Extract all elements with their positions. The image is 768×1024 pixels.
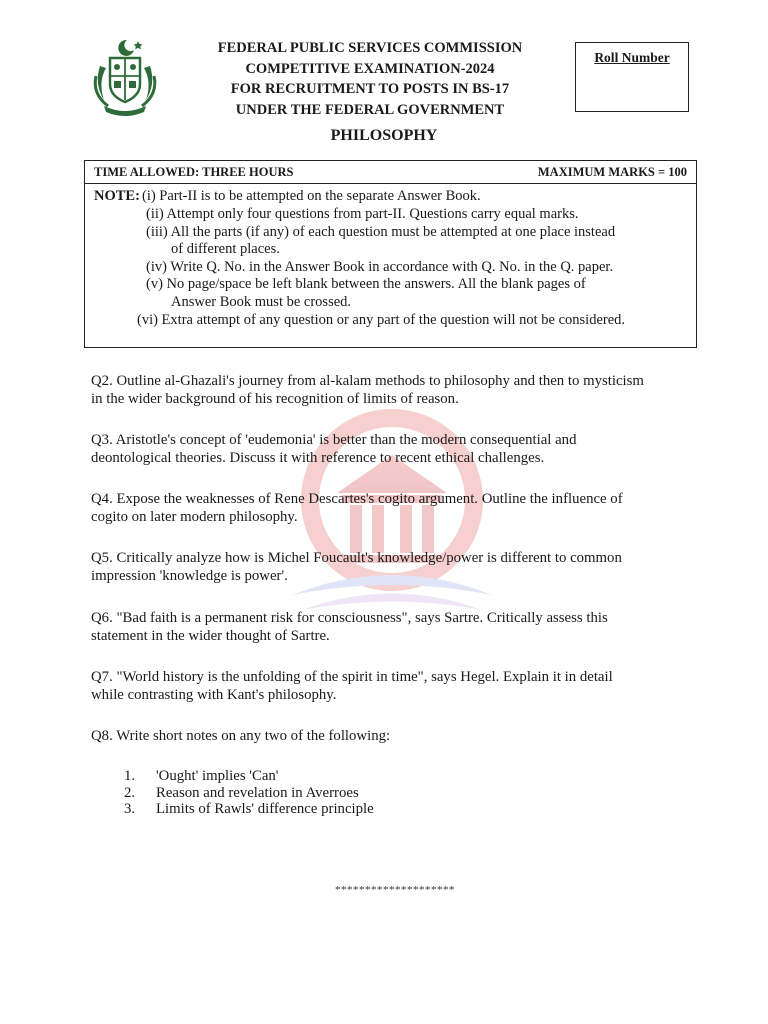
subject-title: PHILOSOPHY bbox=[330, 127, 438, 144]
note-line: (iv) Write Q. No. in the Answer Book in accordance with Q. No. in the Q. paper. bbox=[146, 259, 614, 275]
list-item bbox=[124, 785, 374, 802]
question-line: deontological theories. Discuss it with reference to recent ethical challenges. bbox=[91, 450, 545, 466]
list-item bbox=[124, 768, 374, 785]
question-item bbox=[91, 727, 711, 745]
note-line: (iii) All the parts (if any) of each question must be attempted at one place instead bbox=[146, 224, 616, 240]
question-line: cogito on later modern philosophy. bbox=[91, 509, 298, 525]
instructions-table bbox=[84, 160, 697, 348]
question-item bbox=[91, 490, 711, 526]
note-line: (ii) Attempt only four questions from part-II. Questions carry equal marks. bbox=[146, 206, 579, 222]
list-item-number: 3. bbox=[124, 801, 136, 817]
header-line: UNDER THE FEDERAL GOVERNMENT bbox=[235, 101, 505, 118]
list-item-text: Reason and revelation in Averroes bbox=[156, 784, 359, 801]
question-item bbox=[91, 549, 711, 585]
question-line: Q6. "Bad faith is a permanent risk for consciousness", says Sartre. Critically assess this bbox=[91, 610, 608, 626]
question-line: Q8. Write short notes on any two of the following: bbox=[91, 728, 391, 744]
list-item-text: 'Ought' implies 'Can' bbox=[156, 768, 279, 784]
question-line: Q4. Expose the weaknesses of Rene Descartes's cogito argument. Outline the influence of bbox=[91, 491, 623, 507]
question-line: in the wider background of his recognition of limits of reason. bbox=[91, 391, 459, 407]
q8-list bbox=[124, 768, 374, 818]
header-line: COMPETITIVE EXAMINATION-2024 bbox=[245, 60, 495, 77]
roll-number-label: Roll Number bbox=[594, 50, 670, 65]
question-line: while contrasting with Kant's philosophy. bbox=[91, 687, 337, 703]
exam-header bbox=[180, 38, 560, 120]
end-of-paper-stars: ******************** bbox=[335, 884, 455, 896]
question-line: Q5. Critically analyze how is Michel Foucault's knowledge/power is different to common bbox=[91, 550, 622, 566]
question-item bbox=[91, 372, 711, 408]
question-item bbox=[91, 431, 711, 467]
question-line: Q3. Aristotle's concept of 'eudemonia' is better than the modern consequential and bbox=[91, 432, 577, 448]
list-item-number: 2. bbox=[124, 784, 136, 801]
note-line: (i) Part-II is to be attempted on the separate Answer Book. bbox=[142, 188, 481, 204]
time-marks-row bbox=[85, 161, 696, 184]
header-line: FEDERAL PUBLIC SERVICES COMMISSION bbox=[217, 40, 523, 56]
note-label: NOTE: bbox=[94, 188, 140, 204]
state-emblem-icon bbox=[88, 36, 162, 118]
question-line: Q2. Outline al-Ghazali's journey from al-kalam methods to philosophy and then to mysticism bbox=[91, 373, 644, 389]
question-line: Q7. "World history is the unfolding of the spirit in time", says Hegel. Explain it in detail bbox=[91, 669, 613, 685]
question-item bbox=[91, 609, 711, 645]
question-line: statement in the wider thought of Sartre. bbox=[91, 628, 330, 644]
maximum-marks: MAXIMUM MARKS = 100 bbox=[537, 164, 687, 179]
note-line: of different places. bbox=[171, 241, 280, 257]
list-item-number: 1. bbox=[124, 768, 136, 784]
note-line: (v) No page/space be left blank between the answers. All the blank pages of bbox=[146, 276, 586, 292]
list-item bbox=[124, 801, 374, 818]
note-line: (vi) Extra attempt of any question or any part of the question will not be considered. bbox=[137, 312, 626, 328]
note-line: Answer Book must be crossed. bbox=[171, 294, 352, 310]
header-line: FOR RECRUITMENT TO POSTS IN BS-17 bbox=[230, 81, 510, 97]
time-allowed: TIME ALLOWED: THREE HOURS bbox=[94, 164, 294, 179]
question-item bbox=[91, 668, 711, 704]
roll-number-box[interactable] bbox=[575, 42, 689, 112]
question-line: impression 'knowledge is power'. bbox=[91, 568, 288, 584]
list-item-text: Limits of Rawls' difference principle bbox=[156, 801, 374, 817]
